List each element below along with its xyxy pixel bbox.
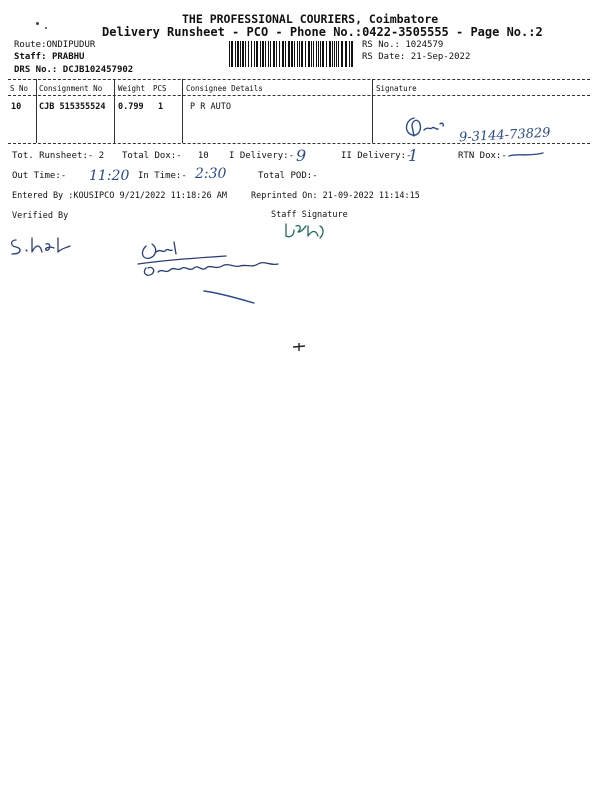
barcode-bar xyxy=(313,41,314,67)
speck-mark xyxy=(36,22,39,25)
header-sno: S No xyxy=(10,84,29,93)
barcode-bar xyxy=(332,41,333,67)
barcode-bar xyxy=(276,41,277,67)
barcode-bar xyxy=(338,41,339,67)
table-bottom-rule xyxy=(8,143,590,144)
barcode-bar xyxy=(245,41,246,67)
barcode-bar xyxy=(273,41,275,67)
staff-value: PRABHU xyxy=(51,52,85,62)
staff-signature xyxy=(282,220,328,242)
total-dox-label: Total Dox:- xyxy=(122,151,182,161)
header-signature: Signature xyxy=(376,84,417,93)
ii-delivery xyxy=(341,151,411,161)
rs-date-value: 21-Sep-2022 xyxy=(410,52,471,62)
barcode-bar xyxy=(345,41,347,67)
tot-runsheet xyxy=(12,151,104,161)
barcode-bar xyxy=(251,41,252,67)
barcode-bar xyxy=(282,41,284,67)
ii-delivery-value: 1 xyxy=(408,146,419,165)
barcode-bar xyxy=(297,41,298,67)
barcode-bar xyxy=(254,41,255,67)
out-time xyxy=(12,171,66,181)
table-top-rule xyxy=(8,79,590,80)
route-line xyxy=(14,40,95,50)
header-weight: Weight xyxy=(118,84,146,93)
rtn-dox-dash xyxy=(507,150,547,160)
verifier-signature xyxy=(6,234,78,260)
drs-line xyxy=(14,65,133,75)
runsheet-title: Delivery Runsheet - PCO - Phone No.:0422-3505555 - Page No.:2 xyxy=(102,25,543,39)
total-dox-value: 10 xyxy=(197,151,209,161)
barcode-bar xyxy=(231,41,233,67)
staff-label: Staff: xyxy=(14,52,47,62)
barcode-bar xyxy=(329,41,331,67)
rs-date-line xyxy=(362,52,470,62)
barcode-bar xyxy=(322,41,324,67)
col-divider xyxy=(114,79,115,143)
barcode-bar xyxy=(240,41,241,67)
barcode-bar xyxy=(260,41,261,67)
ii-delivery-label: II Delivery:- xyxy=(341,151,412,161)
rs-no-label: RS No.: xyxy=(362,40,400,50)
cell-weight: 0.799 xyxy=(118,102,144,112)
total-dox xyxy=(122,151,209,161)
barcode-bar xyxy=(334,41,335,67)
stray-stroke xyxy=(200,287,260,307)
table-header-rule xyxy=(8,95,590,96)
barcode-bar xyxy=(351,41,353,67)
receiver-phone: 9-3144-73829 xyxy=(458,125,551,146)
barcode-bar xyxy=(326,41,327,67)
i-delivery xyxy=(229,151,294,161)
out-time-label: Out Time:- xyxy=(12,171,67,181)
barcode-bar xyxy=(336,41,337,67)
cell-sno: 10 xyxy=(11,102,22,112)
barcode-bar xyxy=(318,41,319,67)
i-delivery-label: I Delivery:- xyxy=(229,151,295,161)
barcode-bar xyxy=(268,41,269,67)
barcode-bar xyxy=(294,41,295,67)
total-pod xyxy=(258,171,318,181)
in-time xyxy=(138,171,187,181)
total-pod-label: Total POD:- xyxy=(258,171,318,181)
barcode-bar xyxy=(256,41,258,67)
entered-by: Entered By :KOUSIPCO 9/21/2022 11:18:26 AM xyxy=(12,191,227,201)
staff-signature-label: Staff Signature xyxy=(271,210,348,220)
barcode-bar xyxy=(262,41,264,67)
barcode-bar xyxy=(265,41,266,67)
stray-mark xyxy=(292,342,306,352)
col-divider xyxy=(182,79,183,143)
barcode-bar xyxy=(301,41,303,67)
verified-by-label: Verified By xyxy=(12,211,69,221)
cell-pcs: 1 xyxy=(158,102,164,112)
cell-consignment: CJB 515355524 xyxy=(39,102,106,112)
barcode-bar xyxy=(242,41,244,67)
rtn-dox xyxy=(458,151,507,161)
barcode-bar xyxy=(311,41,312,67)
i-delivery-value: 9 xyxy=(296,146,307,165)
barcode-image xyxy=(228,41,354,67)
col-divider xyxy=(372,79,373,143)
col-divider xyxy=(36,79,37,143)
speck-mark xyxy=(45,27,47,29)
out-time-value: 11:20 xyxy=(89,168,130,184)
barcode-bar xyxy=(349,41,350,67)
tot-runsheet-label: Tot. Runsheet:- xyxy=(12,151,94,161)
route-value: ONDIPUDUR xyxy=(46,40,96,50)
receiver-signature xyxy=(400,112,460,142)
header-pcs: PCS xyxy=(153,84,167,93)
header-consignee: Consignee Details xyxy=(186,84,263,93)
barcode-bar xyxy=(341,41,343,67)
drs-value: DCJB102457902 xyxy=(62,65,134,75)
route-label: Route: xyxy=(14,40,47,50)
rs-no-value: 1024579 xyxy=(405,40,444,50)
barcode-bar xyxy=(248,41,249,67)
in-time-value: 2:30 xyxy=(195,166,227,182)
barcode-bar xyxy=(270,41,271,67)
barcode-bar xyxy=(299,41,300,67)
in-time-label: In Time:- xyxy=(138,171,187,181)
rtn-dox-label: RTN Dox:- xyxy=(458,151,507,161)
barcode-bar xyxy=(308,41,310,67)
staff-line xyxy=(14,52,84,62)
barcode-bar xyxy=(316,41,317,67)
barcode-bar xyxy=(235,41,236,67)
header-consignment: Consignment No xyxy=(39,84,103,93)
drs-label: DRS No.: xyxy=(14,65,58,75)
cell-consignee: P R AUTO xyxy=(190,102,231,112)
barcode-bar xyxy=(279,41,280,67)
tot-runsheet-value: 2 xyxy=(98,151,105,161)
barcode-bar xyxy=(320,41,321,67)
barcode-bar xyxy=(305,41,306,67)
manager-signature xyxy=(136,238,286,286)
company-title: THE PROFESSIONAL COURIERS, Coimbatore xyxy=(182,12,439,26)
barcode-bar xyxy=(229,41,230,67)
rs-no-line xyxy=(362,40,443,50)
barcode-bar xyxy=(291,41,293,67)
barcode-bar xyxy=(285,41,286,67)
barcode-bar xyxy=(237,41,239,67)
reprinted-on: Reprinted On: 21-09-2022 11:14:15 xyxy=(251,191,420,201)
rs-date-label: RS Date: xyxy=(362,52,406,62)
barcode-bar xyxy=(288,41,290,67)
